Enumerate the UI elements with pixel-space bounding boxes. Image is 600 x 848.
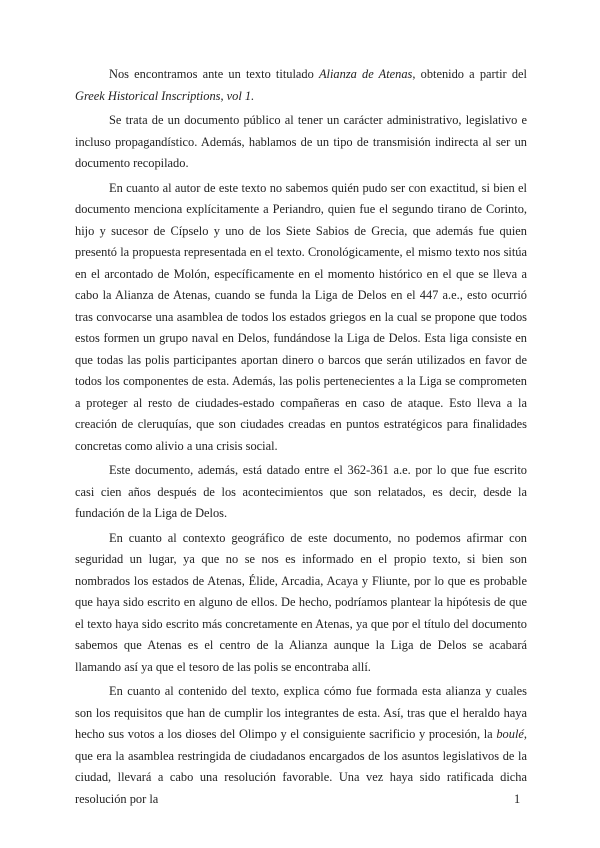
paragraph-6-text-b: , que era la asamblea restringida de ciudadanos encargados de los asuntos legislativos de la ciudad, llevará a cabo una resolución favorable. Una vez haya sido ratificada dicha resolución por la (75, 727, 527, 806)
paragraph-2: Se trata de un documento público al tener un carácter administrativo, legislativo e incluso propagandístico. Además, hablamos de un tipo de transmisión indirecta al ser un documento recopilado. (75, 113, 527, 170)
document-body (75, 64, 527, 813)
page-number: 1 (514, 792, 521, 806)
paragraph-3: En cuanto al autor de este texto no sabemos quién pudo ser con exactitud, si bien el documento menciona explícitamente a Periandro, quien fue el segundo tirano de Corinto, hijo y sucesor de Cípselo y uno de los Siete Sabios de Grecia, que además fue quien presentó la propuesta representada en el texto. Cronológicamente, el mismo texto nos sitúa en el arcontado de Molón, específicamente en el momento histórico en el que se lleva a cabo la Alianza de Atenas, cuando se funda la Liga de Delos en el 447 a.e., esto ocurrió tras convocarse una asamblea de todos los estados griegos en la cual se propone que todos estos formen un grupo naval en Delos, fundándose la Liga de Delos. Esta liga consiste en que todas las polis participantes aportan dinero o barcos que serán utilizados en favor de todos los componentes de esta. Además, las polis pertenecientes a la Liga se comprometen a proteger al resto de ciudades-estado compañeras en caso de ataque. Esto lleva a la creación de cleruquías, que son ciudades creadas en puntos estratégicos para finalidades concretas como alivio a una crisis social. (75, 180, 527, 453)
paragraph-1-title-italic: Alianza de Atenas (318, 67, 413, 81)
paragraph-6-text-a: En cuanto al contenido del texto, explica cómo fue formada esta alianza y cuales son los requisitos que han de cumplir los integrantes de esta. Así, tras que el heraldo haya hecho sus votos a los dioses del Olimpo y el consiguiente sacrificio y procesión, la (75, 684, 527, 741)
paragraph-6-boule-italic: boulé (496, 727, 524, 741)
paragraph-4: Este documento, además, está datado entre el 362-361 a.e. por lo que fue escrito casi cien años después de los acontecimientos que son relatados, es decir, desde la fundación de la Liga de Delos. (75, 463, 527, 520)
paragraph-1-text-a: Nos encontramos ante un texto titulado (109, 67, 319, 81)
paragraph-5: En cuanto al contexto geográfico de este documento, no podemos afirmar con seguridad un lugar, ya que no se nos es informado en el propio texto, si bien son nombrados los estados de Atenas, Élide, Arcadia, Acaya y Fliunte, por lo que es probable que haya sido escrito en alguno de ellos. De hecho, podríamos plantear la hipótesis de que el texto haya sido escrito más concretamente en Atenas, ya que por el título del documento sabemos que Atenas es el centro de la Alianza aunque la Liga de Delos se acabará llamando así ya que el tesoro de las polis se encontraba allí. (75, 530, 527, 674)
paragraph-6 (75, 681, 527, 810)
paragraph-1 (75, 64, 527, 107)
paragraph-1-source-italic: Greek Historical Inscriptions, vol 1. (75, 88, 255, 103)
paragraph-1-text-b: , obtenido a partir del (412, 67, 527, 81)
